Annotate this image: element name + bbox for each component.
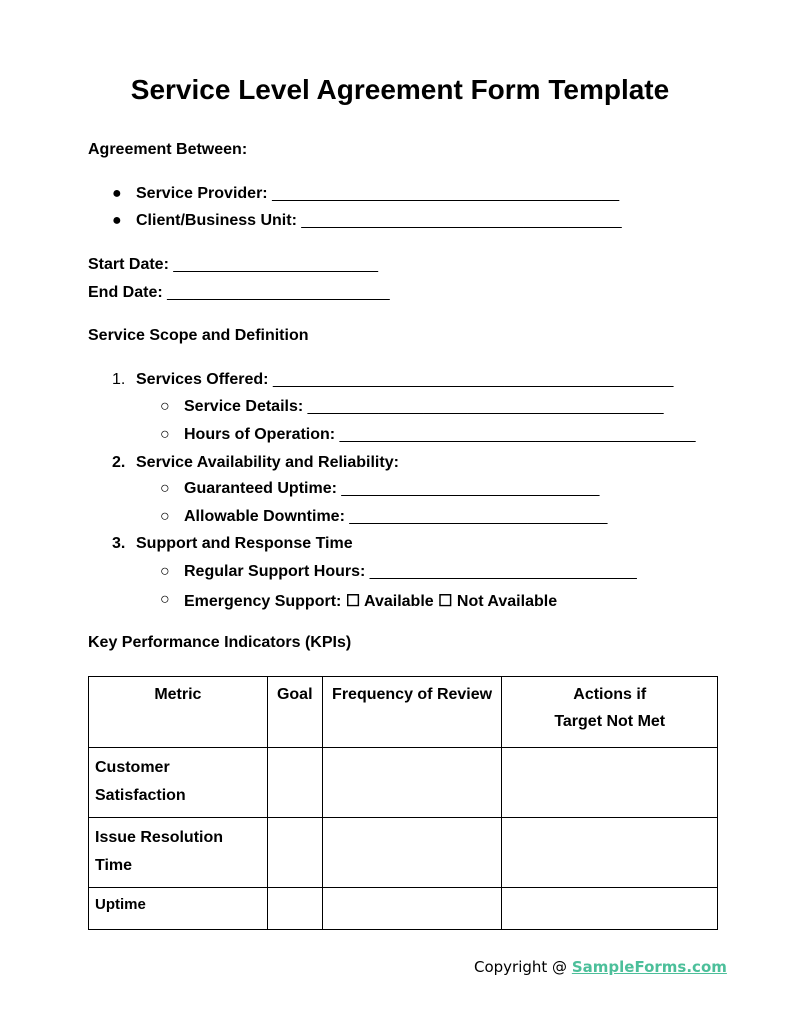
copyright-text: Copyright @ — [474, 958, 572, 976]
circle-bullet-icon: ○ — [160, 398, 170, 415]
goal-cell[interactable] — [267, 818, 322, 888]
agreement-heading: Agreement Between: — [88, 141, 248, 158]
regular-support-label: Regular Support Hours: — [184, 563, 366, 580]
table-row — [89, 748, 718, 818]
list-number: 1. — [112, 371, 126, 388]
frequency-cell[interactable] — [322, 748, 502, 818]
column-header-actions-line2: Target Not Met — [554, 713, 666, 730]
service-details-line — [184, 398, 664, 416]
emergency-support-line — [184, 591, 557, 611]
client-line — [136, 212, 622, 230]
metric-line: Customer — [95, 759, 170, 776]
service-details-field[interactable]: ________________________________________ — [307, 398, 664, 415]
metric-line: Uptime — [95, 896, 146, 913]
column-header-metric: Metric — [89, 677, 268, 748]
actions-cell[interactable] — [502, 818, 718, 888]
support-heading: Support and Response Time — [136, 535, 353, 552]
hours-of-operation-field[interactable]: ________________________________________ — [339, 426, 696, 443]
available-checkbox[interactable]: ☐ Available — [345, 593, 434, 610]
guaranteed-uptime-line — [184, 480, 599, 498]
hours-of-operation-label: Hours of Operation: — [184, 426, 336, 443]
services-offered-line — [136, 371, 673, 389]
services-offered-label: Services Offered: — [136, 371, 269, 388]
metric-cell — [89, 818, 268, 888]
brand-link[interactable]: SampleForms.com — [571, 958, 727, 976]
regular-support-field[interactable]: ______________________________ — [369, 563, 637, 580]
service-provider-label: Service Provider: — [136, 185, 268, 202]
circle-bullet-icon: ○ — [160, 480, 170, 497]
frequency-cell[interactable] — [322, 818, 502, 888]
start-date-field[interactable]: _______________________ — [173, 256, 379, 273]
not-available-checkbox[interactable]: ☐ Not Available — [438, 593, 558, 610]
column-header-actions-line1: Actions if — [573, 686, 647, 703]
kpi-table — [88, 676, 718, 930]
allowable-downtime-line — [184, 508, 607, 526]
column-header-actions — [502, 677, 718, 748]
column-header-frequency: Frequency of Review — [322, 677, 502, 748]
circle-bullet-icon: ○ — [160, 591, 170, 608]
table-row — [89, 888, 718, 930]
metric-line: Satisfaction — [95, 787, 186, 804]
guaranteed-uptime-field[interactable]: _____________________________ — [341, 480, 600, 497]
client-field[interactable]: ____________________________________ — [301, 212, 622, 229]
client-label: Client/Business Unit: — [136, 212, 297, 229]
column-header-goal: Goal — [267, 677, 322, 748]
copyright-footer — [474, 958, 727, 976]
regular-support-line — [184, 563, 637, 581]
table-row — [89, 818, 718, 888]
services-offered-field[interactable]: _____________________________________________ — [272, 371, 674, 388]
list-number: 2. — [112, 454, 126, 471]
circle-bullet-icon: ○ — [160, 508, 170, 525]
start-date-line — [88, 256, 378, 274]
actions-cell[interactable] — [502, 748, 718, 818]
service-provider-line — [136, 185, 619, 203]
allowable-downtime-label: Allowable Downtime: — [184, 508, 345, 525]
frequency-cell[interactable] — [322, 888, 502, 930]
goal-cell[interactable] — [267, 888, 322, 930]
circle-bullet-icon: ○ — [160, 426, 170, 443]
bullet-icon: ● — [112, 185, 122, 202]
end-date-line — [88, 284, 390, 302]
list-number: 3. — [112, 535, 126, 552]
service-details-label: Service Details: — [184, 398, 304, 415]
table-header-row — [89, 677, 718, 748]
metric-cell — [89, 748, 268, 818]
circle-bullet-icon: ○ — [160, 563, 170, 580]
availability-heading: Service Availability and Reliability: — [136, 454, 399, 471]
goal-cell[interactable] — [267, 748, 322, 818]
end-date-field[interactable]: _________________________ — [167, 284, 390, 301]
metric-cell — [89, 888, 268, 930]
guaranteed-uptime-label: Guaranteed Uptime: — [184, 480, 337, 497]
document-title: Service Level Agreement Form Template — [130, 74, 670, 105]
bullet-icon: ● — [112, 212, 122, 229]
service-provider-field[interactable]: _______________________________________ — [272, 185, 620, 202]
metric-line: Issue Resolution — [95, 829, 224, 846]
hours-of-operation-line — [184, 426, 696, 444]
allowable-downtime-field[interactable]: _____________________________ — [349, 508, 608, 525]
end-date-label: End Date: — [88, 284, 163, 301]
metric-line: Time — [95, 857, 133, 874]
kpi-heading: Key Performance Indicators (KPIs) — [88, 634, 352, 651]
actions-cell[interactable] — [502, 888, 718, 930]
start-date-label: Start Date: — [88, 256, 169, 273]
scope-heading: Service Scope and Definition — [88, 327, 309, 344]
emergency-support-label: Emergency Support: — [184, 593, 342, 610]
